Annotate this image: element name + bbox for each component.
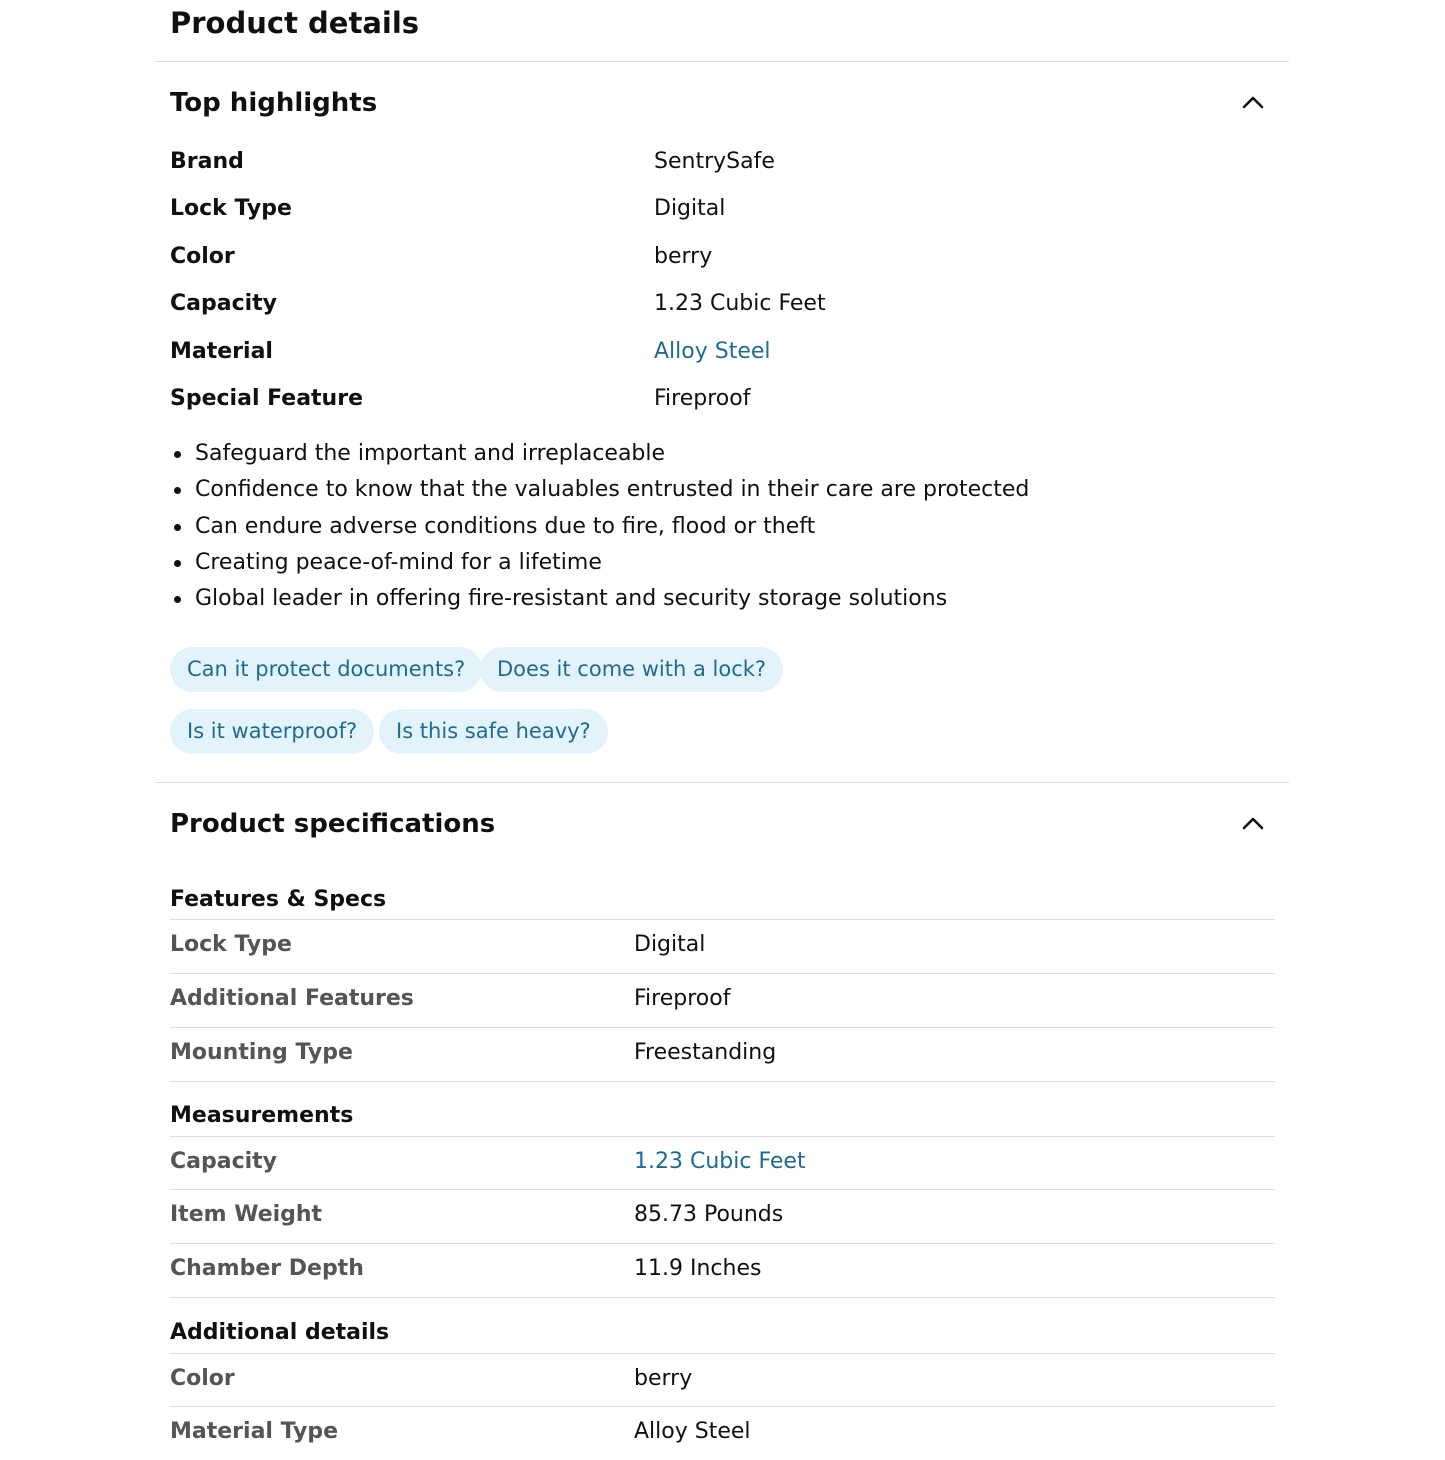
spec-value: berry [634,1366,693,1391]
spec-row [170,1027,1275,1082]
bullet-item: Creating peace-of-mind for a lifetime [170,545,1029,581]
spec-value: 11.9 Inches [634,1256,762,1281]
question-chip-come-with-lock[interactable]: Does it come with a lock? [480,647,783,692]
highlight-label: Special Feature [170,386,363,411]
divider [155,61,1289,62]
product-specifications-title: Product specifications [170,809,496,839]
spec-group-title: Features & Specs [170,887,387,912]
spec-label: Additional Features [170,986,414,1011]
highlight-row-material [170,337,1070,384]
highlight-row-special-feature [170,384,1070,431]
question-chip-protect-documents[interactable]: Can it protect documents? [170,647,482,692]
spec-label: Color [170,1366,235,1391]
bullet-item: Global leader in offering fire-resistant and security storage solutions [170,581,1029,617]
spec-value: Fireproof [634,986,731,1011]
spec-label: Capacity [170,1149,278,1174]
bullet-item: Confidence to know that the valuables entrusted in their care are protected [170,472,1029,508]
question-chip-safe-heavy[interactable]: Is this safe heavy? [379,709,608,754]
highlight-value: Fireproof [654,386,751,411]
divider [155,782,1289,783]
top-highlights-title: Top highlights [170,88,378,118]
top-highlights-header[interactable] [170,86,1270,120]
highlight-value: 1.23 Cubic Feet [654,291,826,316]
material-link[interactable]: Alloy Steel [654,339,771,364]
highlight-label: Color [170,244,235,269]
highlight-label: Material [170,339,273,364]
highlight-label: Lock Type [170,196,292,221]
capacity-link[interactable]: 1.23 Cubic Feet [634,1149,806,1174]
question-chip-waterproof[interactable]: Is it waterproof? [170,709,374,754]
spec-row [170,1136,1275,1190]
spec-value: Digital [634,932,706,957]
highlight-row-brand [170,147,1070,194]
spec-row [170,1189,1275,1243]
bullet-item: Can endure adverse conditions due to fire, flood or theft [170,509,1029,545]
spec-value: 85.73 Pounds [634,1202,784,1227]
spec-row [170,1243,1275,1298]
chevron-up-icon[interactable] [1240,811,1266,837]
bullet-item: Safeguard the important and irreplaceable [170,436,1029,472]
spec-label: Item Weight [170,1202,323,1227]
spec-row [170,1406,1275,1460]
product-specifications-header[interactable] [170,807,1270,841]
spec-value: Alloy Steel [634,1419,751,1444]
highlight-row-lock-type [170,194,1070,241]
spec-group-title: Measurements [170,1103,354,1128]
highlight-label: Brand [170,149,244,174]
spec-value: Freestanding [634,1040,777,1065]
spec-label: Material Type [170,1419,339,1444]
highlight-bullet-list [170,436,1029,617]
spec-group-title: Additional details [170,1320,390,1345]
highlight-value: berry [654,244,713,269]
spec-row [170,919,1275,973]
highlight-value: SentrySafe [654,149,775,174]
highlight-row-capacity [170,289,1070,336]
highlight-value: Digital [654,196,726,221]
page-title: Product details [170,6,420,40]
spec-label: Lock Type [170,932,292,957]
highlight-label: Capacity [170,291,278,316]
highlight-row-color [170,242,1070,289]
spec-label: Mounting Type [170,1040,353,1065]
chevron-up-icon[interactable] [1240,90,1266,116]
spec-label: Chamber Depth [170,1256,364,1281]
spec-row [170,1353,1275,1407]
spec-row [170,973,1275,1027]
